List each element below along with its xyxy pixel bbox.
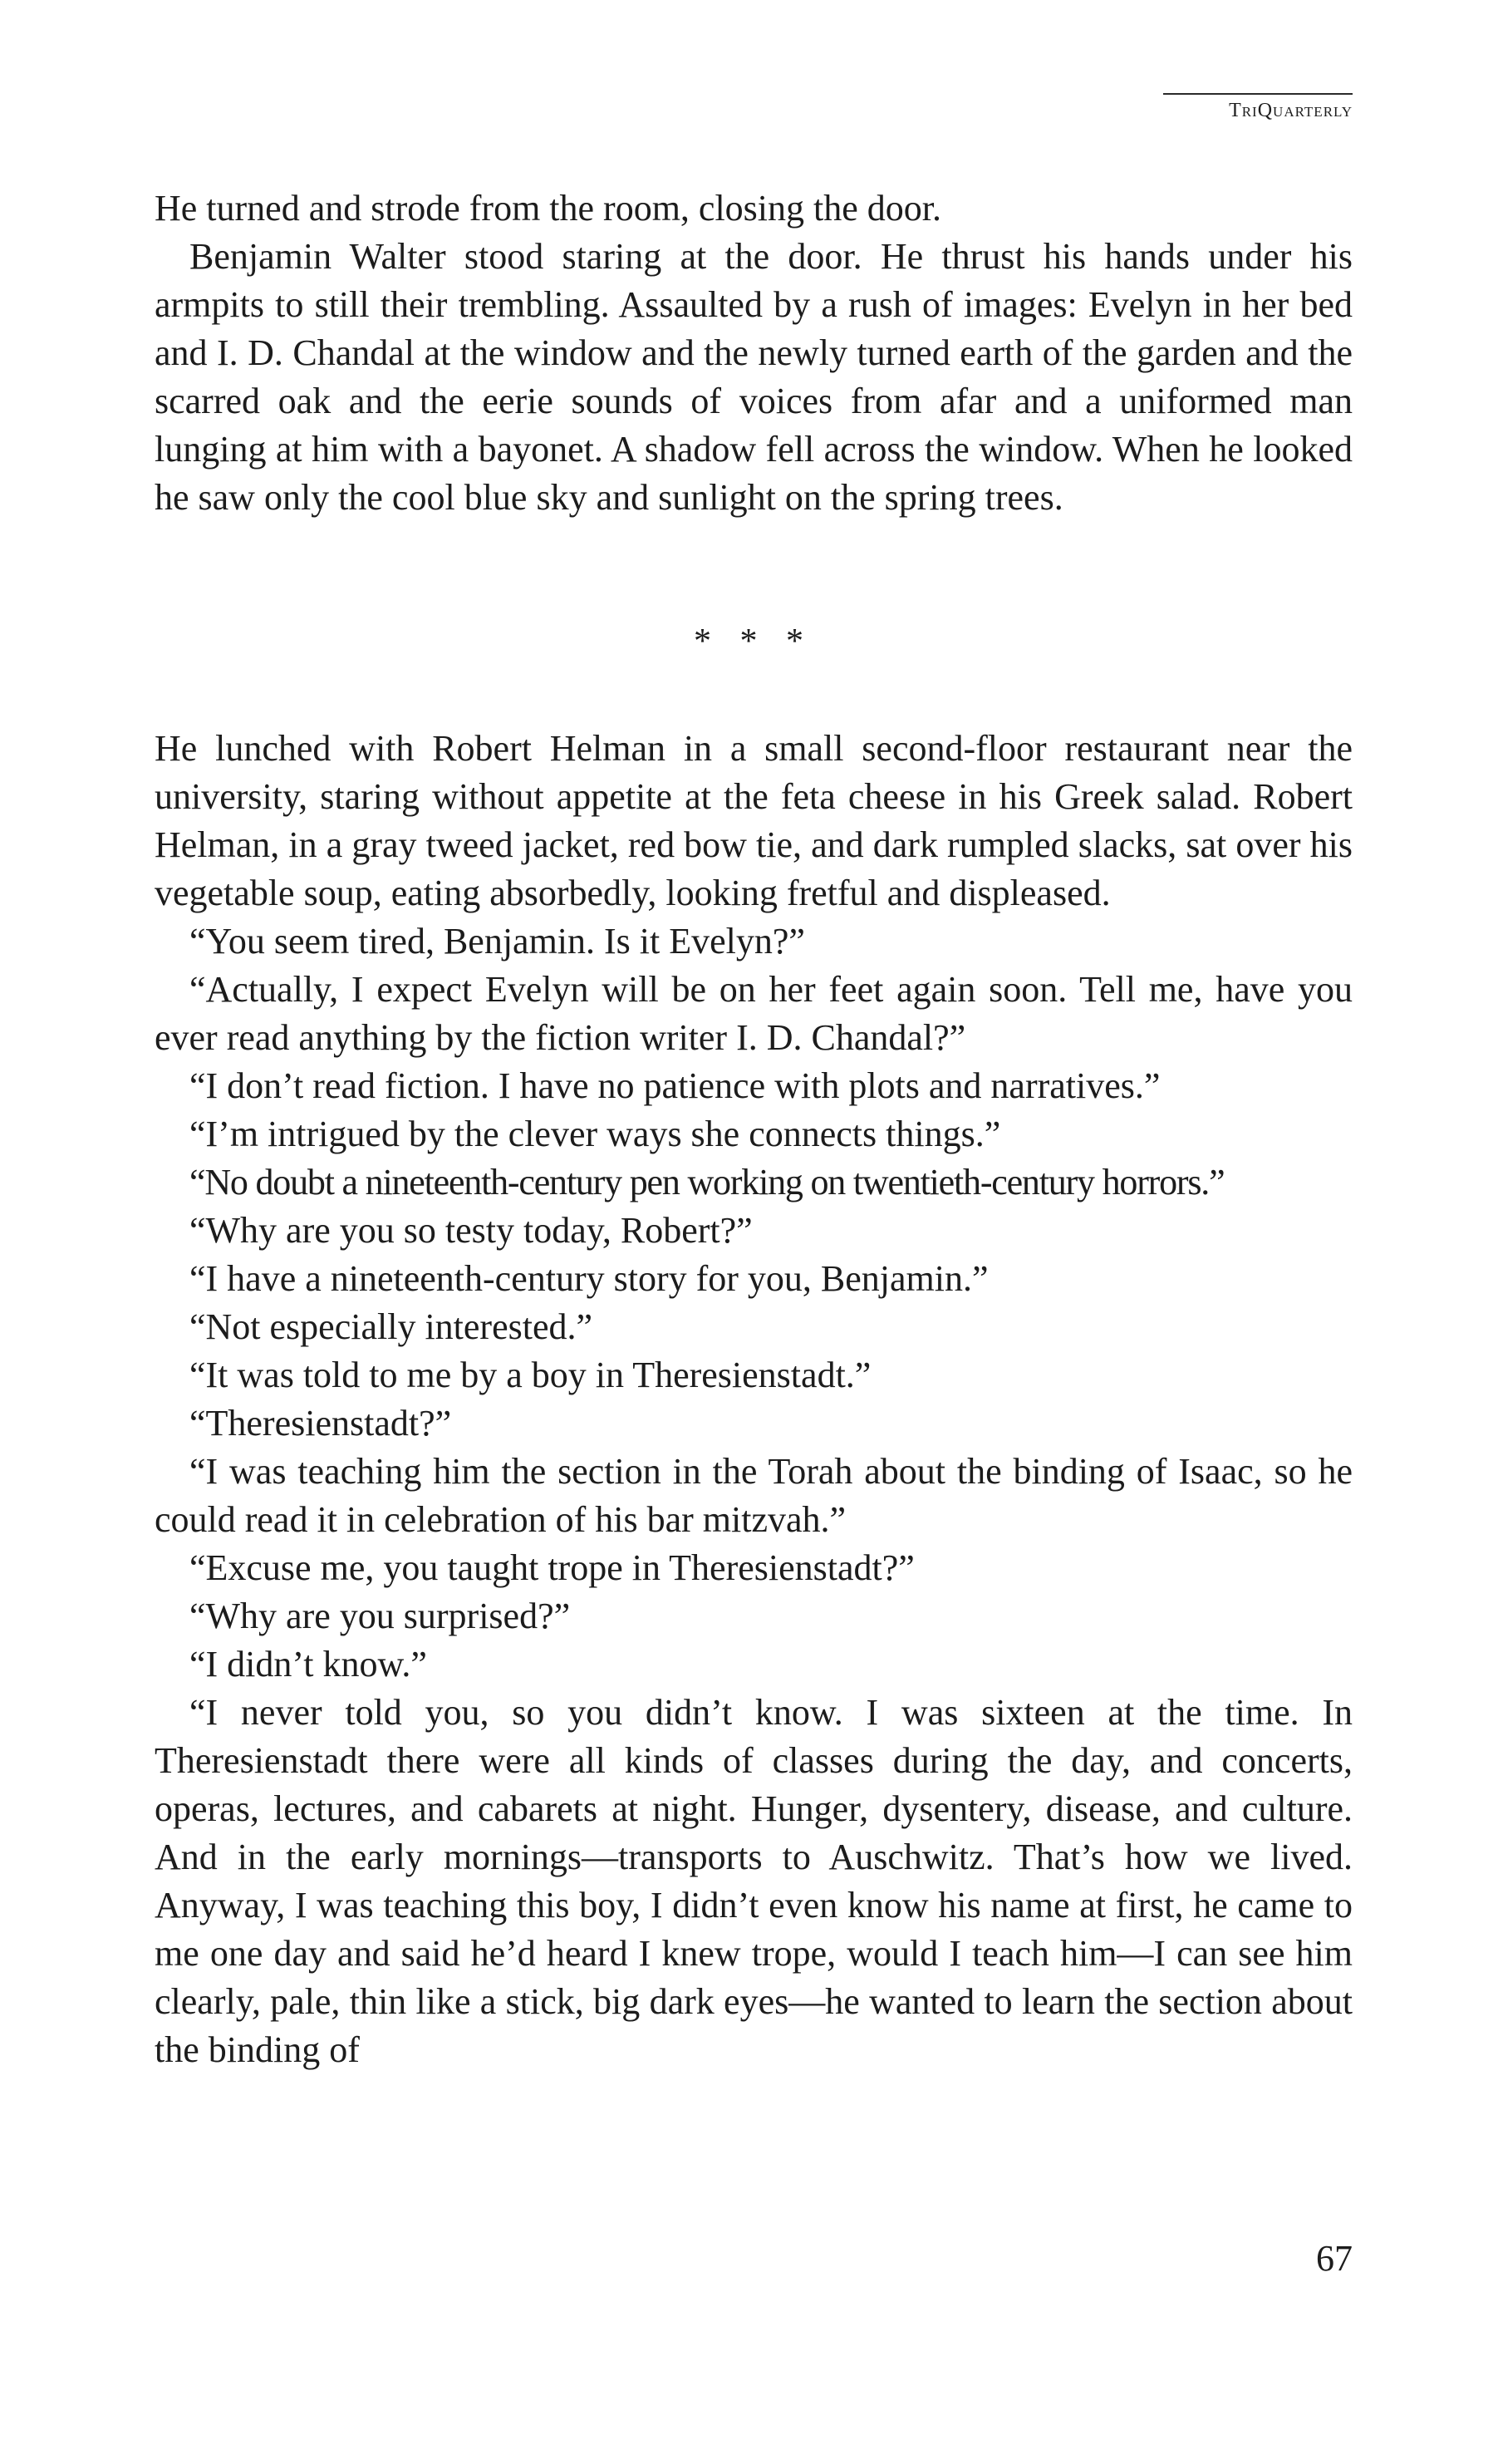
paragraph: “I never told you, so you didn’t know. I was sixteen at the time. In Theresienstadt there were all kinds of classes during the day, and concerts, operas, lectures, and cabarets at night. Hunger, dysentery, disease, and culture. And in the early mornings—transports to Auschwitz. That’s how we lived. Anyway, I was teaching this boy, I didn’t even know his name at first, he came to me one day and said he’d heard I knew trope, would I teach him—I can see him clearly, pale, thin like a stick, big dark eyes—he wanted to learn the section about the binding of [155, 1692, 1353, 2070]
paragraph: “I was teaching him the section in the Torah about the binding of Isaac, so he could read it in celebration of his bar mitzvah.” [155, 1451, 1353, 1540]
section-break: * * * [694, 622, 813, 661]
running-head: TriQuarterly [1163, 93, 1353, 122]
paragraph: “You seem tired, Benjamin. Is it Evelyn?” [189, 921, 805, 962]
page-number: 67 [1316, 2238, 1353, 2279]
bottom-text-block [155, 725, 1353, 2074]
paragraph: “I don’t read fiction. I have no patience with plots and narratives.” [189, 1065, 1161, 1106]
paragraph: He lunched with Robert Helman in a small second-floor restaurant near the university, staring without appetite at the feta cheese in his Greek salad. Robert Helman, in a gray tweed jacket, red bow tie, and dark rumpled slacks, sat over his vegetable soup, eating absorbedly, looking fretful and displeased. [155, 728, 1353, 913]
paragraph: “Excuse me, you taught trope in Theresienstadt?” [189, 1547, 915, 1588]
paragraph: “It was told to me by a boy in Theresienstadt.” [189, 1355, 872, 1395]
paragraph: Benjamin Walter stood staring at the door. He thrust his hands under his armpits to still their trembling. Assaulted by a rush of images: Evelyn in her bed and I. D. Chandal at the window and the newly turned earth of the garden and the scarred oak and the eerie sounds of voices from afar and a uniformed man lunging at him with a bayonet. A shadow fell across the window. When he looked he saw only the cool blue sky and sunlight on the spring trees. [155, 236, 1353, 518]
top-text-block [155, 184, 1353, 522]
paragraph: “I’m intrigued by the clever ways she connects things.” [189, 1114, 1001, 1154]
paragraph: “Theresienstadt?” [189, 1403, 452, 1443]
paragraph: “Not especially interested.” [189, 1306, 593, 1347]
paragraph: He turned and strode from the room, closing the door. [155, 188, 942, 229]
paragraph: “Why are you so testy today, Robert?” [189, 1210, 753, 1251]
paragraph: “Actually, I expect Evelyn will be on her feet again soon. Tell me, have you ever read anything by the fiction writer I. D. Chandal?” [155, 969, 1353, 1058]
paragraph: “Why are you surprised?” [189, 1596, 571, 1636]
paragraph: “No doubt a nineteenth-century pen working on twentieth-century horrors.” [189, 1162, 1225, 1202]
paragraph: “I have a nineteenth-century story for you, Benjamin.” [189, 1258, 989, 1299]
paragraph: “I didn’t know.” [189, 1644, 427, 1684]
